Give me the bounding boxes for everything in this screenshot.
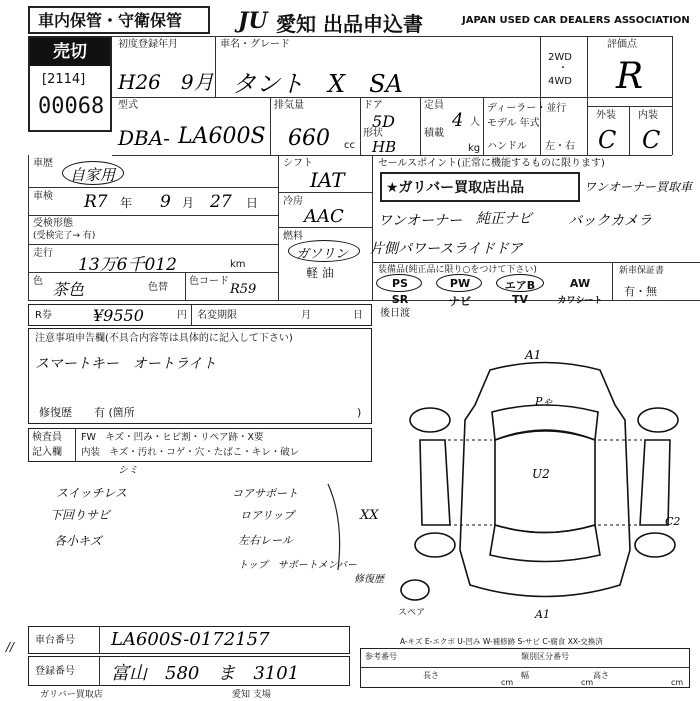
aircon-label: 冷房 [283, 196, 303, 207]
warranty-yesno: 有・無 [624, 285, 657, 298]
equipment-ps-circle [376, 274, 422, 292]
sales-point-one-owner: ワンオーナー [378, 213, 462, 229]
car-damage-diagram [400, 350, 690, 625]
shift-label: シフト [283, 158, 313, 169]
name-change-month: 月 [301, 310, 311, 321]
sold-badge: 売切 [30, 38, 110, 66]
shape-value: HB [372, 138, 397, 156]
footer-mid: 愛知 支場 [232, 690, 271, 700]
equipment-label: 装備品(純正品に限り○をつけて下さい) [378, 265, 537, 275]
model-value: LA600S [178, 124, 266, 149]
height-label: 高さ [593, 671, 609, 680]
name-change-deadline-label: 名変期限 [197, 310, 237, 321]
mileage-value: 13万6千012 [78, 255, 177, 275]
handle-lr-label: 左・右 [545, 141, 575, 152]
exterior-label: 外装 [596, 110, 616, 121]
kg-unit: kg [468, 143, 481, 154]
diagram-front-label: A1 [525, 350, 542, 362]
drive-2wd-label: 2WD [548, 52, 572, 63]
gulliver-text: ★ガリバー買取店出品 [386, 180, 525, 196]
km-unit: km [230, 259, 246, 270]
inspection-month-unit: 月 [182, 196, 195, 210]
lot-number: 00068 [38, 94, 105, 119]
person-unit: 人 [470, 117, 480, 128]
equipment-aw: AW [569, 277, 591, 290]
inspector-brace-path [328, 484, 340, 570]
margin-mark: // [6, 640, 15, 654]
load-label: 積載 [424, 128, 444, 139]
fuel-label: 燃料 [283, 231, 303, 242]
receipt-sub-label: (受検完了→ 有) [33, 231, 96, 241]
spare-wheel [401, 580, 429, 600]
diagram-front-a-label: Pゃ [535, 395, 554, 408]
inspector-right-3: 左右レール [238, 534, 293, 547]
drive-dot: ・ [558, 63, 568, 74]
new-car-warranty-label: 新車保証書 [619, 266, 665, 276]
storage-tag [28, 6, 210, 34]
name-change-day: 日 [353, 310, 363, 321]
notes-line1: スマートキー オートライト [35, 356, 217, 372]
inspector-mark: シミ [118, 465, 138, 476]
model-year-label: モデル 年式 [487, 118, 540, 129]
diagram-center-label: U2 [532, 467, 550, 481]
shift-value: IAT [310, 168, 345, 192]
class-no-label: 類別区分番号 [521, 652, 569, 661]
ref-no-label: 参考番号 [365, 652, 397, 661]
aircon-value: AAC [304, 206, 344, 227]
equipment-airbag-circle [496, 274, 544, 292]
diagram-rear-label: A1 [535, 608, 550, 621]
inspection-day-unit: 日 [246, 196, 259, 210]
inspector-right-1: コアサポート [232, 487, 298, 500]
repair-history-label: 修復歴 有 (箇所 [39, 406, 135, 419]
displacement-label: 排気量 [274, 100, 304, 111]
notes-box [28, 328, 372, 424]
equipment-airbag: エアB [504, 279, 536, 292]
model-label: 型式 [118, 100, 138, 111]
front-left-wheel [410, 408, 450, 432]
equipment-sr: SR [391, 293, 409, 306]
grade-value: R [616, 56, 644, 97]
equipment-seat: カワシート [557, 296, 603, 306]
dealer-import-label: ディーラー・並行 [487, 103, 567, 114]
receipt-label: 受検形態 [33, 218, 73, 229]
diagram-rear-right-label: C2 [665, 515, 681, 528]
diagram-legend: A-キズ E-エクボ U-凹み W-補修跡 S-サビ C-腐食 XX-交換済 [400, 637, 603, 646]
interior-legend: 内装 キズ・汚れ・コゲ・穴・たばこ・キレ・破レ [81, 447, 300, 458]
inspector-legend [28, 428, 372, 462]
history-value: 自家用 [70, 166, 116, 184]
height-unit: cm [671, 678, 684, 687]
vehicle-name-label: 車名・グレード [220, 39, 290, 50]
registration-value: 富山 580 ま 3101 [111, 663, 300, 684]
rear-right-wheel [635, 533, 675, 557]
mileage-label: 走行 [33, 248, 53, 259]
later-notes-label: 後日渡 [380, 308, 410, 319]
form-english-title: JAPAN USED CAR DEALERS ASSOCIATION [462, 15, 690, 26]
equipment-pw-circle [436, 274, 482, 292]
equipment-grid [372, 273, 610, 309]
equipment-tv: TV [511, 293, 529, 306]
yen-unit: 円 [177, 310, 187, 321]
first-registration-label: 初度登録年月 [118, 39, 178, 50]
capacity-value: 4 [452, 110, 464, 131]
inspector-right-4: トップ サポートメンバー [238, 560, 357, 571]
capacity-label: 定員 [424, 100, 444, 111]
first-registration-value: H26 9月 [118, 70, 214, 94]
vehicle-name-value: タント X SA [232, 70, 403, 98]
recycle-row [28, 304, 372, 326]
sales-point-navi: 純正ナビ [476, 211, 532, 227]
handle-label: ハンドル [487, 141, 527, 152]
sales-point-label: セールスポイント(正常に機能するものに限ります) [378, 158, 605, 169]
color-change-label: 色替 [148, 282, 168, 293]
inspection-day-value: 27 [210, 192, 232, 212]
inspector-right-5: XX [360, 508, 379, 523]
equipment-pw: PW [449, 277, 471, 290]
model-prefix-value: DBA- [118, 126, 170, 150]
inspector-label: 検査員 [32, 432, 62, 443]
car-roof [495, 430, 595, 533]
chassis-row [28, 626, 350, 654]
doors-value: 5D [372, 112, 396, 131]
exterior-grade-value: C [598, 126, 617, 154]
cc-unit: cc [344, 140, 355, 151]
rear-left-wheel [415, 533, 455, 557]
recycle-value: ¥9550 [93, 306, 144, 325]
inspection-year-unit: 年 [120, 196, 133, 210]
color-code-value: R59 [230, 282, 257, 297]
reference-box [360, 648, 690, 688]
interior-label: 内装 [638, 110, 658, 121]
one-owner-purchase: ワンオーナー買取車 [584, 180, 693, 194]
inspector-left-1: スイッチレス [56, 486, 127, 500]
length-unit: cm [501, 678, 514, 687]
chassis-value: LA600S-0172157 [111, 629, 270, 650]
width-unit: cm [581, 678, 594, 687]
sales-point-camera: バックカメラ [568, 213, 652, 229]
inspector-right-2: ロアリップ [240, 509, 295, 522]
gulliver-box [380, 172, 580, 202]
color-code-label: 色コード [189, 276, 229, 287]
registration-label: 登録番号 [35, 666, 75, 677]
lot-box [28, 36, 112, 132]
form-title: 愛知 出品申込書 [276, 12, 423, 36]
left-side-panel [420, 440, 450, 525]
inspector-left-3: 各小キズ [54, 534, 102, 548]
inspector-left-2: 下回りサビ [50, 508, 111, 522]
lot-code: [2114] [42, 72, 86, 87]
recycle-label: R券 [35, 310, 52, 321]
color-label: 色 [33, 276, 43, 287]
inspection-label: 車検 [33, 191, 53, 202]
displacement-value: 660 [288, 126, 330, 151]
spare-label: スペア [398, 608, 426, 618]
footer-left: ガリバー買取店 [40, 690, 103, 700]
inspector-brace [320, 480, 360, 580]
sales-point-slide-door: 片側パワースライドドア [370, 241, 523, 257]
entry-col-label: 記入欄 [32, 447, 62, 458]
drive-4wd-label: 4WD [548, 76, 572, 87]
fuel-value: ガソリン [296, 247, 349, 262]
car-rear-window [490, 525, 600, 562]
registration-row [28, 656, 350, 686]
chassis-label: 車台番号 [35, 635, 75, 646]
right-side-panel [640, 440, 670, 525]
length-label: 長さ [423, 671, 439, 680]
exterior-legend: FW キズ・凹み・ヒビ割・リペア跡・X要 [81, 432, 264, 443]
color-value: 茶色 [52, 280, 85, 299]
doors-label: ドア [363, 100, 383, 111]
inspection-month-value: 9 [160, 192, 171, 212]
light-oil-label: 軽 油 [306, 266, 334, 280]
repair-history-close: ) [357, 406, 362, 419]
inspector-right-6: 修復歴 [354, 574, 384, 585]
history-label: 車歴 [33, 158, 53, 169]
equipment-ps: PS [392, 277, 408, 290]
shape-label: 形状 [363, 128, 383, 139]
notes-label: 注意事項申告欄(不具合内容等は具体的に記入して下さい) [35, 333, 293, 344]
ju-logo: JU [238, 8, 268, 34]
grade-points-label: 評価点 [607, 39, 637, 50]
front-right-wheel [638, 408, 678, 432]
interior-grade-value: C [642, 126, 661, 154]
inspection-era-value: R7 [84, 192, 108, 212]
width-label: 幅 [521, 671, 529, 680]
storage-tag-text: 車内保管・守衛保管 [38, 11, 183, 30]
equipment-navi: ナビ [449, 295, 471, 308]
